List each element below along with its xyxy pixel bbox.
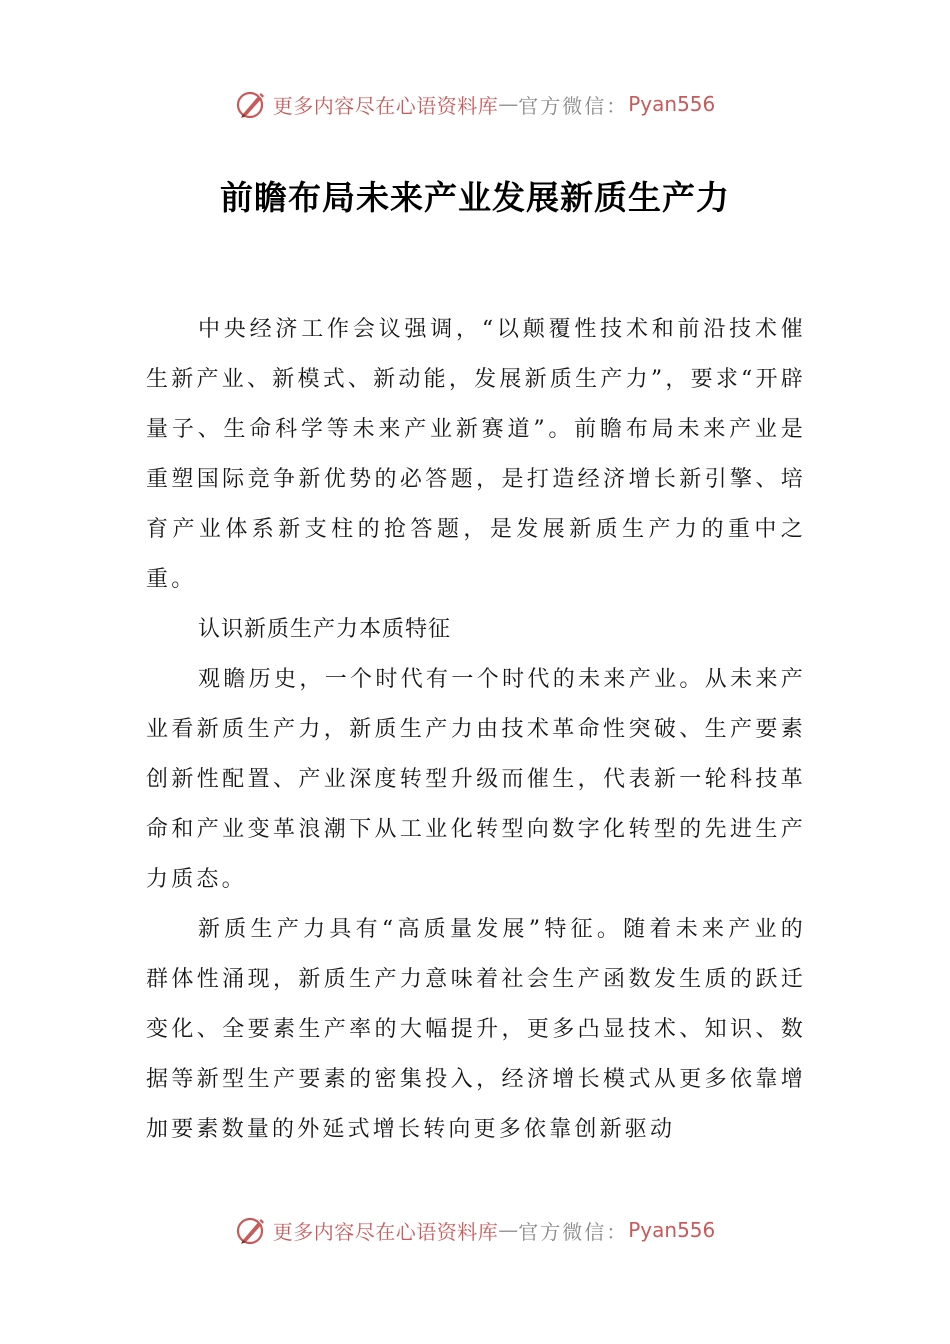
banner-text: 更多内容尽在心语资料库 [272,1219,499,1244]
footer-banner [0,1210,950,1250]
document-body [146,305,806,1155]
section-heading: 认识新质生产力本质特征 [198,617,452,642]
banner-dash: — [498,1218,519,1242]
banner-wechat-id: Pyan556 [628,1218,716,1242]
pen-logo-icon [235,87,269,121]
header-banner [0,84,950,124]
banner-dash: — [498,92,519,116]
paragraph-quality: 新质生产力具有“高质量发展”特征。随着未来产业的群体性涌现，新质生产力意味着社会生产函数发生质的跃迁变化、全要素生产率的大幅提升，更多凸显技术、知识、数据等新型生产要素的密集投入，经济增长模式从更多依靠增加要素数量的外延式增长转向更多依靠创新驱动 [146,917,806,1142]
banner-text: 更多内容尽在心语资料库 [272,93,499,118]
banner-wechat-label: 官方微信： [518,93,629,118]
document-title: 前瞻布局未来产业发展新质生产力 [220,178,730,217]
pen-logo-icon [235,1213,269,1247]
banner-wechat-id: Pyan556 [628,92,716,116]
banner-wechat-label: 官方微信： [518,1219,629,1244]
paragraph-intro: 中央经济工作会议强调，“以颠覆性技术和前沿技术催生新产业、新模式、新动能，发展新质生产力”，要求“开辟量子、生命科学等未来产业新赛道”。前瞻布局未来产业是重塑国际竞争新优势的必答题，是打造经济增长新引擎、培育产业体系新支柱的抢答题，是发展新质生产力的重中之重。 [146,317,806,592]
paragraph-history: 观瞻历史，一个时代有一个时代的未来产业。从未来产业看新质生产力，新质生产力由技术革命性突破、生产要素创新性配置、产业深度转型升级而催生，代表新一轮科技革命和产业变革浪潮下从工业化转型向数字化转型的先进生产力质态。 [146,667,806,892]
